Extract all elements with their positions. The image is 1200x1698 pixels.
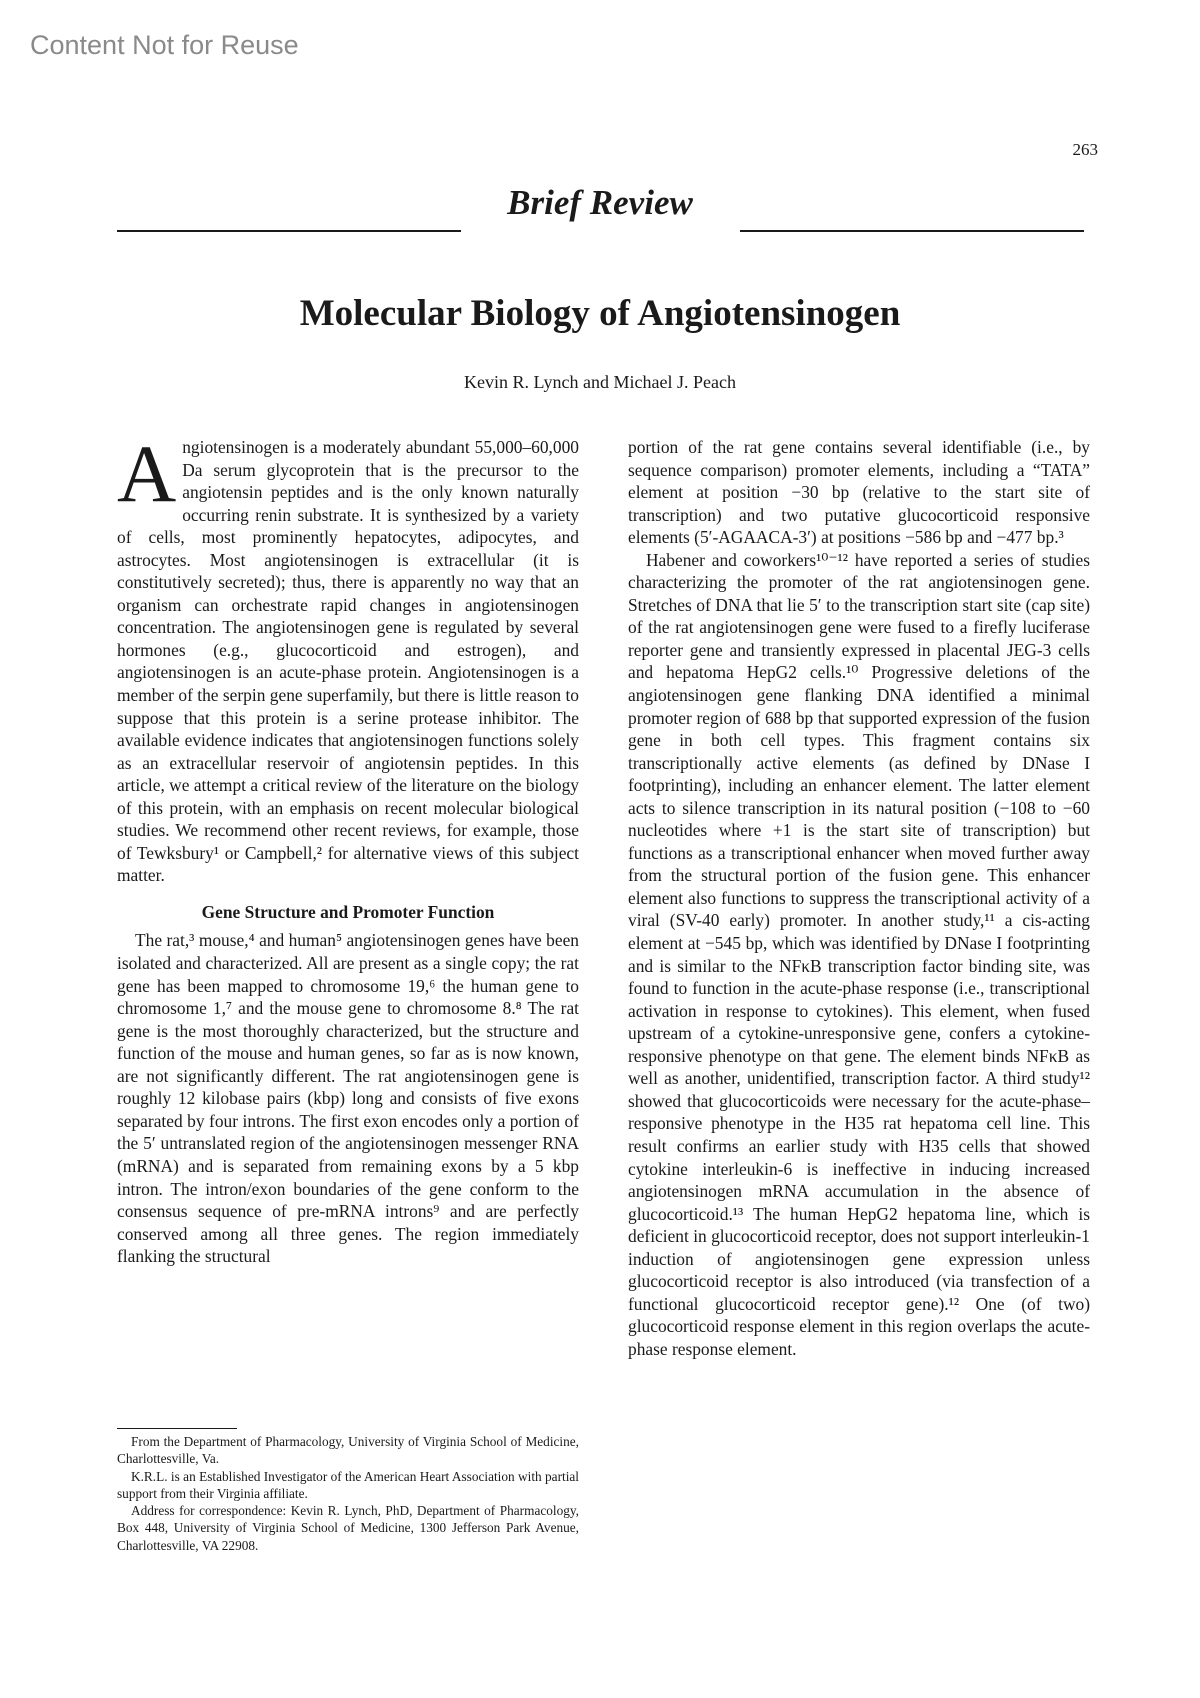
header-rule-left — [117, 230, 461, 232]
footnotes — [117, 1433, 579, 1554]
intro-paragraph — [117, 428, 579, 887]
footnote-correspondence: Address for correspondence: Kevin R. Lynch, PhD, Department of Pharmacology, Box 448, University of Virginia School of Medicine, 1300 Jefferson Park Avenue, Charlottesville, VA 22908. — [117, 1503, 579, 1553]
drop-cap: A — [117, 428, 177, 519]
footnote-rule — [117, 1428, 237, 1429]
article-title: Molecular Biology of Angiotensinogen — [299, 293, 901, 334]
footnote-affiliation: From the Department of Pharmacology, University of Virginia School of Medicine, Charlottesville, Va. — [117, 1434, 579, 1467]
section-label: Brief Review — [507, 183, 693, 222]
footnote-support: K.R.L. is an Established Investigator of the American Heart Association with partial support from their Virginia affiliate. — [117, 1468, 579, 1501]
body-paragraph: portion of the rat gene contains several identifiable (i.e., by sequence comparison) promoter elements, including a “TATA” element at position −30 bp (relative to the start site of transcription) and two putative glucocorticoid responsive elements (5′-AGAACA-3′) at positions −586 bp and −477 bp.³ — [628, 437, 1090, 548]
header-rule-right — [740, 230, 1084, 232]
section-heading: Gene Structure and Promoter Function — [201, 901, 495, 922]
page-number: 263 — [1072, 140, 1098, 159]
body-paragraph: Habener and coworkers¹⁰⁻¹² have reported a series of studies characterizing the promoter of the rat angiotensinogen gene. Stretches of DNA that lie 5′ to the transcription start site (cap site) of the rat angiotensinogen gene were fused to a firefly luciferase reporter gene and transiently expressed in placental JEG-3 cells and hepatoma HepG2 cells.¹⁰ Progressive deletions of the angiotensinogen gene flanking DNA identified a minimal promoter region of 688 bp that supported expression of the fusion gene in both cell types. This fragment contains six transcriptionally active elements (as defined by DNase I footprinting), including an enhancer element. The latter element acts to silence transcription in its natural position (−108 to −60 nucleotides where +1 is the start site of transcription) but functions as a transcriptional enhancer when moved further away from the structural portion of the fusion gene. This enhancer element also functions to suppress the transcriptional activity of a viral (SV-40 early) promoter. In another study,¹¹ a cis-acting element at −545 bp, which was identified by DNase I footprinting and is similar to the NFκB transcription factor binding site, was found to function in the acute-phase response (i.e., transcriptional activation in response to cytokines). This element, when fused upstream of a cytokine-unresponsive gene, confers a cytokine-responsive phenotype on that gene. The element binds NFκB as well as another, unidentified, transcription factor. A third study¹² showed that glucocorticoids were necessary for the acute-phase–responsive phenotype in the H35 rat hepatoma cell line. This result confirms an earlier study with H35 cells that showed cytokine interleukin-6 is ineffective in inducing increased angiotensinogen mRNA accumulation in the absence of glucocorticoid.¹³ The human HepG2 hepatoma line, which is deficient in glucocorticoid receptor, does not support interleukin-1 induction of angiotensinogen gene expression unless glucocorticoid receptor is also introduced (via transfection of a functional glucocorticoid receptor gene).¹² One (of two) glucocorticoid response element in this region overlaps the acute-phase response element. — [628, 549, 1090, 1359]
article-authors: Kevin R. Lynch and Michael J. Peach — [464, 372, 736, 392]
left-column — [117, 428, 579, 1268]
watermark: Content Not for Reuse — [30, 30, 299, 60]
intro-text: ngiotensinogen is a moderately abundant 55,000–60,000 Da serum glycoprotein that is the precursor to the angiotensin peptides and is the only known naturally occurring renin substrate. It is synthesized by a variety of cells, most prominently hepatocytes, adipocytes, and astrocytes. Most angiotensinogen is extracellular (it is constitutively secreted); thus, there is apparently no way that an organism can orchestrate rapid changes in angiotensinogen concentration. The angiotensinogen gene is regulated by several hormones (e.g., glucocorticoid and estrogen), and angiotensinogen is an acute-phase protein. Angiotensinogen is a member of the serpin gene superfamily, but there is little reason to suppose that this protein is a serine protease inhibitor. The available evidence indicates that angiotensinogen functions solely as an extracellular reservoir of angiotensin peptides. In this article, we attempt a critical review of the literature on the biology of this protein, with an emphasis on recent molecular biological studies. We recommend other recent reviews, for example, those of Tewksbury¹ or Campbell,² for alternative views of this subject matter. — [117, 437, 579, 886]
body-paragraph: The rat,³ mouse,⁴ and human⁵ angiotensinogen genes have been isolated and characterized. All are present as a single copy; the rat gene has been mapped to chromosome 19,⁶ the human gene to chromosome 1,⁷ and the mouse gene to chromosome 8.⁸ The rat gene is the most thoroughly characterized, but the structure and function of the mouse and human genes, so far as is now known, are not significantly different. The rat angiotensinogen gene is roughly 12 kilobase pairs (kbp) long and consists of five exons separated by four introns. The first exon encodes only a portion of the 5′ untranslated region of the angiotensinogen messenger RNA (mRNA) and is separated from remaining exons by a 5 kbp intron. The intron/exon boundaries of the gene conform to the consensus sequence of pre-mRNA introns⁹ and are perfectly conserved among all three genes. The region immediately flanking the structural — [117, 930, 579, 1267]
right-column — [628, 436, 1090, 1360]
